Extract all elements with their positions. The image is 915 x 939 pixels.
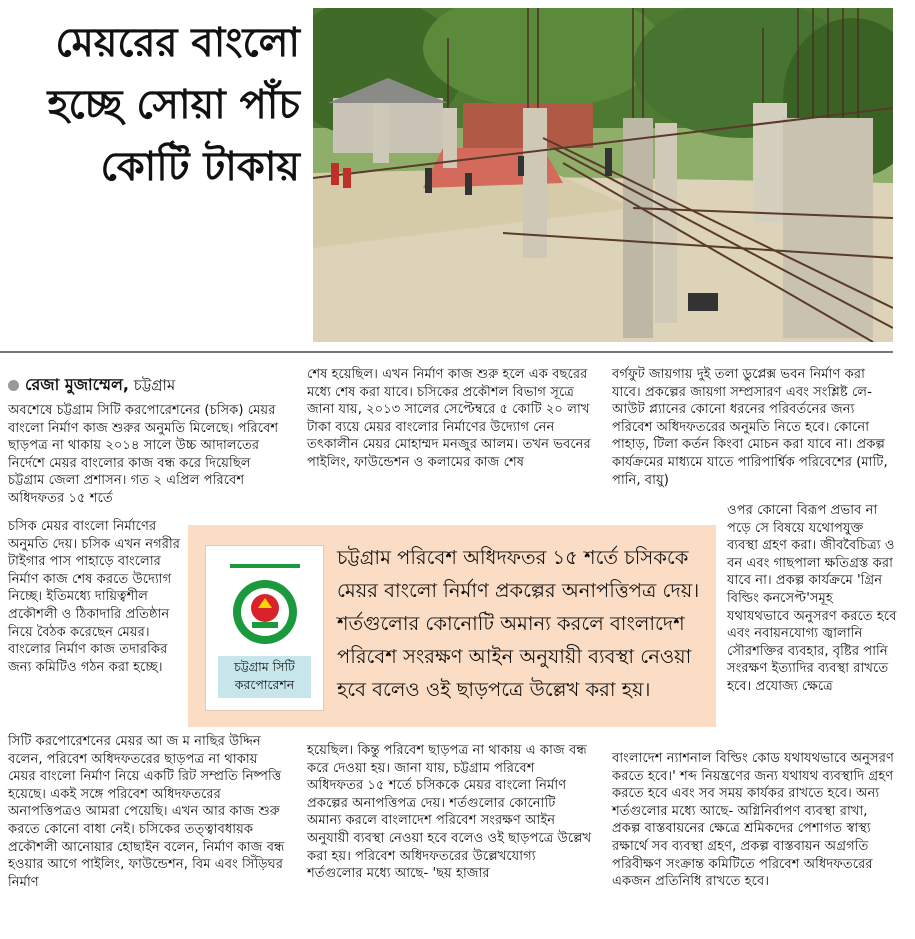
paragraph: বাংলাদেশ ন্যাশনাল বিল্ডিং কোড যথাযথভাবে অনুসরণ করতে হবে।' শব্দ নিয়ন্ত্রণের জন্য যথাযথ ব্যবস্থাদি গ্রহণ করতে হবে এবং সব সময় কার্যকর রাখতে হবে। অন্য শর্তগুলোর মধ্যে আছে- অগ্নিনির্বাপণ ব্যবস্থা রাখা, প্রকল্প বাস্তবায়নের ক্ষেত্রে শ্রমিকদের পেশাগত স্বাস্থ্য রক্ষার্থে সব ব্যবস্থা গ্রহণ, প্রকল্প বাস্তবায়ন অগ্রগতি পরিবীক্ষণ সংক্রান্ত কমিটিতে পরিবেশ অধিদফতরের একজন প্রতিনিধি রাখতে হবে।: [612, 751, 894, 890]
paragraph: ওপর কোনো বিরূপ প্রভাব না পড়ে সে বিষয়ে যথোপযুক্ত ব্যবস্থা গ্রহণ করা। জীববৈচিত্র্য ও বন এবং গাছপালা ক্ষতিগ্রস্ত করা যাবে না। প্রকল্প কার্যক্রমে 'গ্রিন বিল্ডিং কনসেপ্ট'সমূহ যথাযথভাবে অনুসরণ করতে হবে এবং নবায়নযোগ্য জ্বালানি সৌরশক্তির ব্যবহার, বৃষ্টির পানি সংরক্ষণ ইত্যাদির ব্যবস্থা রাখতে হবে। প্রযোজ্য ক্ষেত্রে: [727, 503, 897, 694]
chittagong-city-corporation-logo: [206, 546, 323, 656]
column-2-bottom: [307, 742, 592, 883]
city-corporation-logo-card: [205, 545, 324, 711]
paragraph: হয়েছিল। কিন্তু পরিবেশ ছাড়পত্র না থাকায় এ কাজ বন্ধ করে দেওয়া হয়। জানা যায়, চট্টগ্রাম পরিবেশ অধিদফতর ১৫ শর্তে চসিককে মেয়র বাংলো নির্মাণ প্রকল্পের অনাপত্তিপত্র দেয়। শর্তগুলোর কোনোটি অমান্য করলে বাংলাদেশ পরিবেশ সংরক্ষণ আইন অনুযায়ী ব্যবস্থা নেওয়া হবে বলেও ওই ছাড়পত্রে উল্লেখ করা হয়। পরিবেশ অধিদফতরের উল্লেখযোগ্য শর্তগুলোর মধ্যে আছে- 'ছয় হাজার: [307, 743, 592, 882]
paragraph: চসিক মেয়র বাংলো নির্মাণের অনুমতি দেয়। চসিক এখন নগরীর টাইগার পাস পাহাড়ে বাংলোর নির্মাণ কাজ শেষ করতে উদ্যোগ নিচ্ছে। ইতিমধ্যে দায়িত্বশীল প্রকৌশলী ও ঠিকাদারি প্রতিষ্ঠান নিয়ে বৈঠক করেছেন মেয়র। বাংলোর নির্মাণ কাজ তদারকির জন্য কমিটিও গঠন করা হচ্ছে।: [8, 519, 181, 675]
reporter-name: রেজা মুজাম্মেল,: [25, 375, 129, 394]
logo-caption: চট্টগ্রাম সিটি করপোরেশন: [218, 656, 311, 698]
column-1-top: [8, 402, 288, 508]
paragraph: সিটি করপোরেশনের মেয়র আ জ ম নাছির উদ্দিন বলেন, পরিবেশ অধিদফতরের ছাড়পত্র না থাকায় মেয়র বাংলো নির্মাণ নিয়ে একটি রিট সম্প্রতি নিষ্পত্তি হয়েছে। একই সঙ্গে পরিবেশ অধিদফতরের অনাপত্তিপত্রও আমরা পেয়েছি। এখন আর কাজ শুরু করতে কোনো বাধা নেই। চসিকের তত্ত্বাবধায়ক প্রকৌশলী আনোয়ার হোছাইন বলেন, নির্মাণ কাজ বন্ধ হওয়ার আগে পাইলিং, ফাউন্ডেশন, বিম এবং সিঁড়িঘর নির্মাণ: [8, 734, 285, 890]
column-1-narrow: [8, 518, 181, 676]
column-2-top: [307, 366, 592, 472]
section-divider: [0, 351, 893, 353]
bullet-dot: [8, 380, 19, 391]
headline-line-3: কোটি টাকায়: [100, 143, 300, 190]
paragraph: শেষ হয়েছিল। এখন নির্মাণ কাজ শুরু হলে এক বছরের মধ্যে শেষ করা যাবে। চসিকের প্রকৌশল বিভাগ সূত্রে জানা যায়, ২০১৩ সালের সেপ্টেম্বরে ৫ কোটি ২০ লাখ টাকা ব্যয়ে মেয়র বাংলোর নির্মাণের উদ্যোগ নেন তৎকালীন মেয়র মোহাম্মদ মনজুর আলম। তখন ভবনের পাইলিং, ফাউন্ডেশন ও কলামের কাজ শেষ: [307, 367, 591, 470]
byline-place: চট্টগ্রাম: [133, 376, 176, 394]
pull-quote-text: চট্টগ্রাম পরিবেশ অধিদফতর ১৫ শর্তে চসিককে মেয়র বাংলো নির্মাণ প্রকল্পের অনাপত্তিপত্র দেয়। শর্তগুলোর কোনোটি অমান্য করলে বাংলাদেশ পরিবেশ সংরক্ষণ আইন অনুযায়ী ব্যবস্থা নেওয়া হবে বলেও ওই ছাড়পত্রে উল্লেখ করা হয়।: [337, 546, 700, 701]
paragraph: অবশেষে চট্টগ্রাম সিটি করপোরেশনের (চসিক) মেয়র বাংলো নির্মাণ কাজ শুরুর অনুমতি মিলেছে। পরিবেশ ছাড়পত্র না থাকায় ২০১৪ সালে উচ্চ আদালতের নির্দেশে মেয়র বাংলোর কাজ বন্ধ করে দিয়েছিল চট্টগ্রাম জেলা প্রশাসন। গত ২ এপ্রিল পরিবেশ অধিদফতর ১৫ শর্তে: [8, 403, 279, 506]
byline: [8, 372, 175, 399]
headline-line-2: হচ্ছে সোয়া পাঁচ: [47, 81, 300, 128]
headline-line-1: মেয়রের বাংলো: [55, 19, 300, 66]
column-3-narrow: [727, 502, 897, 696]
headline: [0, 12, 300, 198]
column-1-bottom: [8, 733, 288, 891]
column-3-bottom: [612, 750, 897, 891]
paragraph: বর্গফুট জায়গায় দুই তলা ডুপ্লেক্স ভবন নির্মাণ করা যাবে। প্রকল্পের জায়গা সম্প্রসারণ এবং সংশ্লিষ্ট লে-আউট প্ল্যানের কোনো ধরনের পরিবর্তনের জন্য পরিবেশ অধিদফতরের অনুমতি নিতে হবে। কোনো পাহাড়, টিলা কর্তন কিংবা মোচন করা যাবে না। প্রকল্প কার্যক্রমের মাধ্যমে যাতে পারিপার্শ্বিক পরিবেশের (মাটি, পানি, বায়ু): [612, 367, 888, 488]
column-3-top: [612, 366, 897, 489]
construction-site-photo: [313, 8, 893, 342]
